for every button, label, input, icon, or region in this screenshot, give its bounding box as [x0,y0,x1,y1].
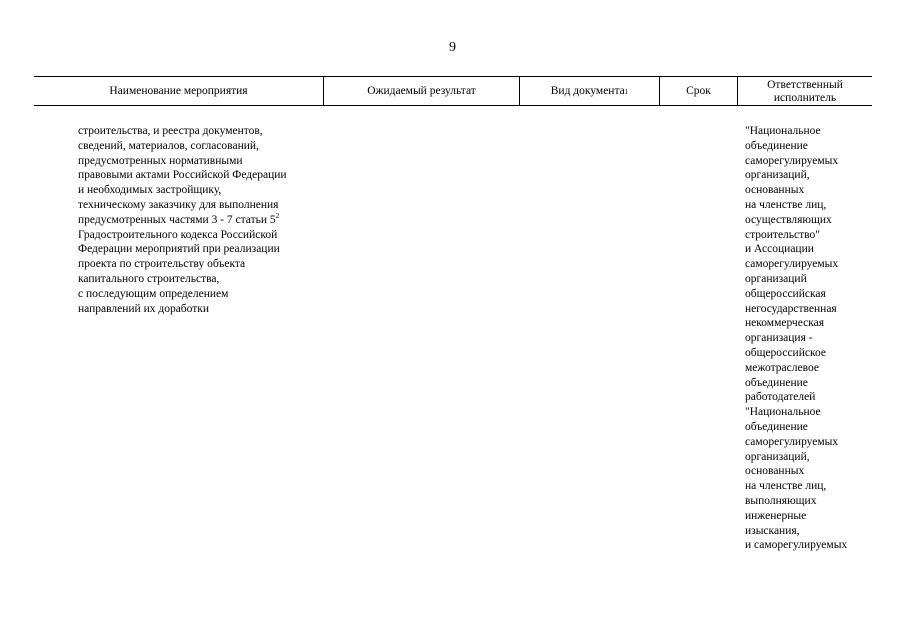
activity-name-line: правовыми актами Российской Федерации [78,169,287,182]
responsible-line: саморегулируемых [745,154,839,167]
column-header-result [323,77,519,106]
column-header-name [34,77,323,106]
responsible-line: основанных [745,465,805,478]
responsible-line: организация - [745,332,813,345]
responsible-line: изыскания, [745,524,800,537]
responsible-line: выполняющих [745,494,817,507]
activity-name-line: с последующим определением [78,287,229,300]
responsible-line: саморегулируемых [745,435,839,448]
responsible-line: осуществляющих [745,213,832,226]
column-header-term-label: Срок [686,85,711,97]
activity-name-line: Градостроительного кодекса Российской [78,228,278,241]
column-header-responsible [737,77,872,106]
responsible-line: работодателей [745,391,816,404]
column-header-result-label: Ожидаемый результат [367,85,476,97]
responsible-line: основанных [745,184,805,197]
responsible-line: на членстве лиц, [745,198,827,211]
responsible-line: "Национальное [745,125,821,137]
responsible-line: объединение [745,376,808,389]
activity-name-line-with-superscript [78,213,328,228]
responsible-line: объединение [745,139,808,152]
activity-name-line: предусмотренных нормативными [78,154,243,167]
responsible-line: "Национальное [745,406,821,419]
column-header-responsible-line: Ответственный [767,78,843,91]
activity-name-line: Федерации мероприятий при реализации [78,243,280,256]
responsible-line: негосударственная [745,302,837,315]
activity-name-line: направлений их доработки [78,302,210,315]
activity-name-line: техническому заказчику для выполнения [78,198,279,211]
activity-name-line: предусмотренных частями 3 - 7 статьи 5 [78,213,276,226]
column-header-name-label: Наименование мероприятия [109,85,248,97]
column-header-responsible-line: исполнитель [773,91,837,104]
responsible-cell [745,124,870,553]
responsible-line: организаций, [745,169,810,182]
activity-name-line: проекта по строительству объекта [78,258,246,271]
responsible-line: организаций, [745,450,810,463]
page-number: 9 [449,40,456,55]
responsible-line: и саморегулируемых [745,539,848,552]
responsible-line: строительство" [745,228,820,241]
responsible-line: некоммерческая [745,317,825,330]
responsible-line: общероссийская [745,287,826,300]
responsible-line: на членстве лиц, [745,480,827,493]
responsible-line: инженерные [745,509,807,522]
column-header-doc-type-label: Вид документа [550,85,625,97]
column-header-term [659,77,737,106]
responsible-line: и Ассоциации [745,243,814,256]
responsible-line: общероссийское [745,346,826,359]
responsible-line: объединение [745,420,808,433]
responsible-line: саморегулируемых [745,258,839,271]
activity-name-line: строительства, и реестра документов, [78,125,263,137]
responsible-line: организаций [745,272,807,285]
article-superscript: 2 [275,211,280,220]
activity-name-line: и необходимых застройщику, [78,184,222,197]
activity-name-line: сведений, материалов, согласований, [78,139,259,152]
activity-name-cell [78,124,328,316]
column-header-doc-type: Вид документа 1 [519,77,659,106]
table-header [34,76,872,106]
responsible-line: межотраслевое [745,361,819,374]
activity-name-line: капитального строительства, [78,272,220,285]
